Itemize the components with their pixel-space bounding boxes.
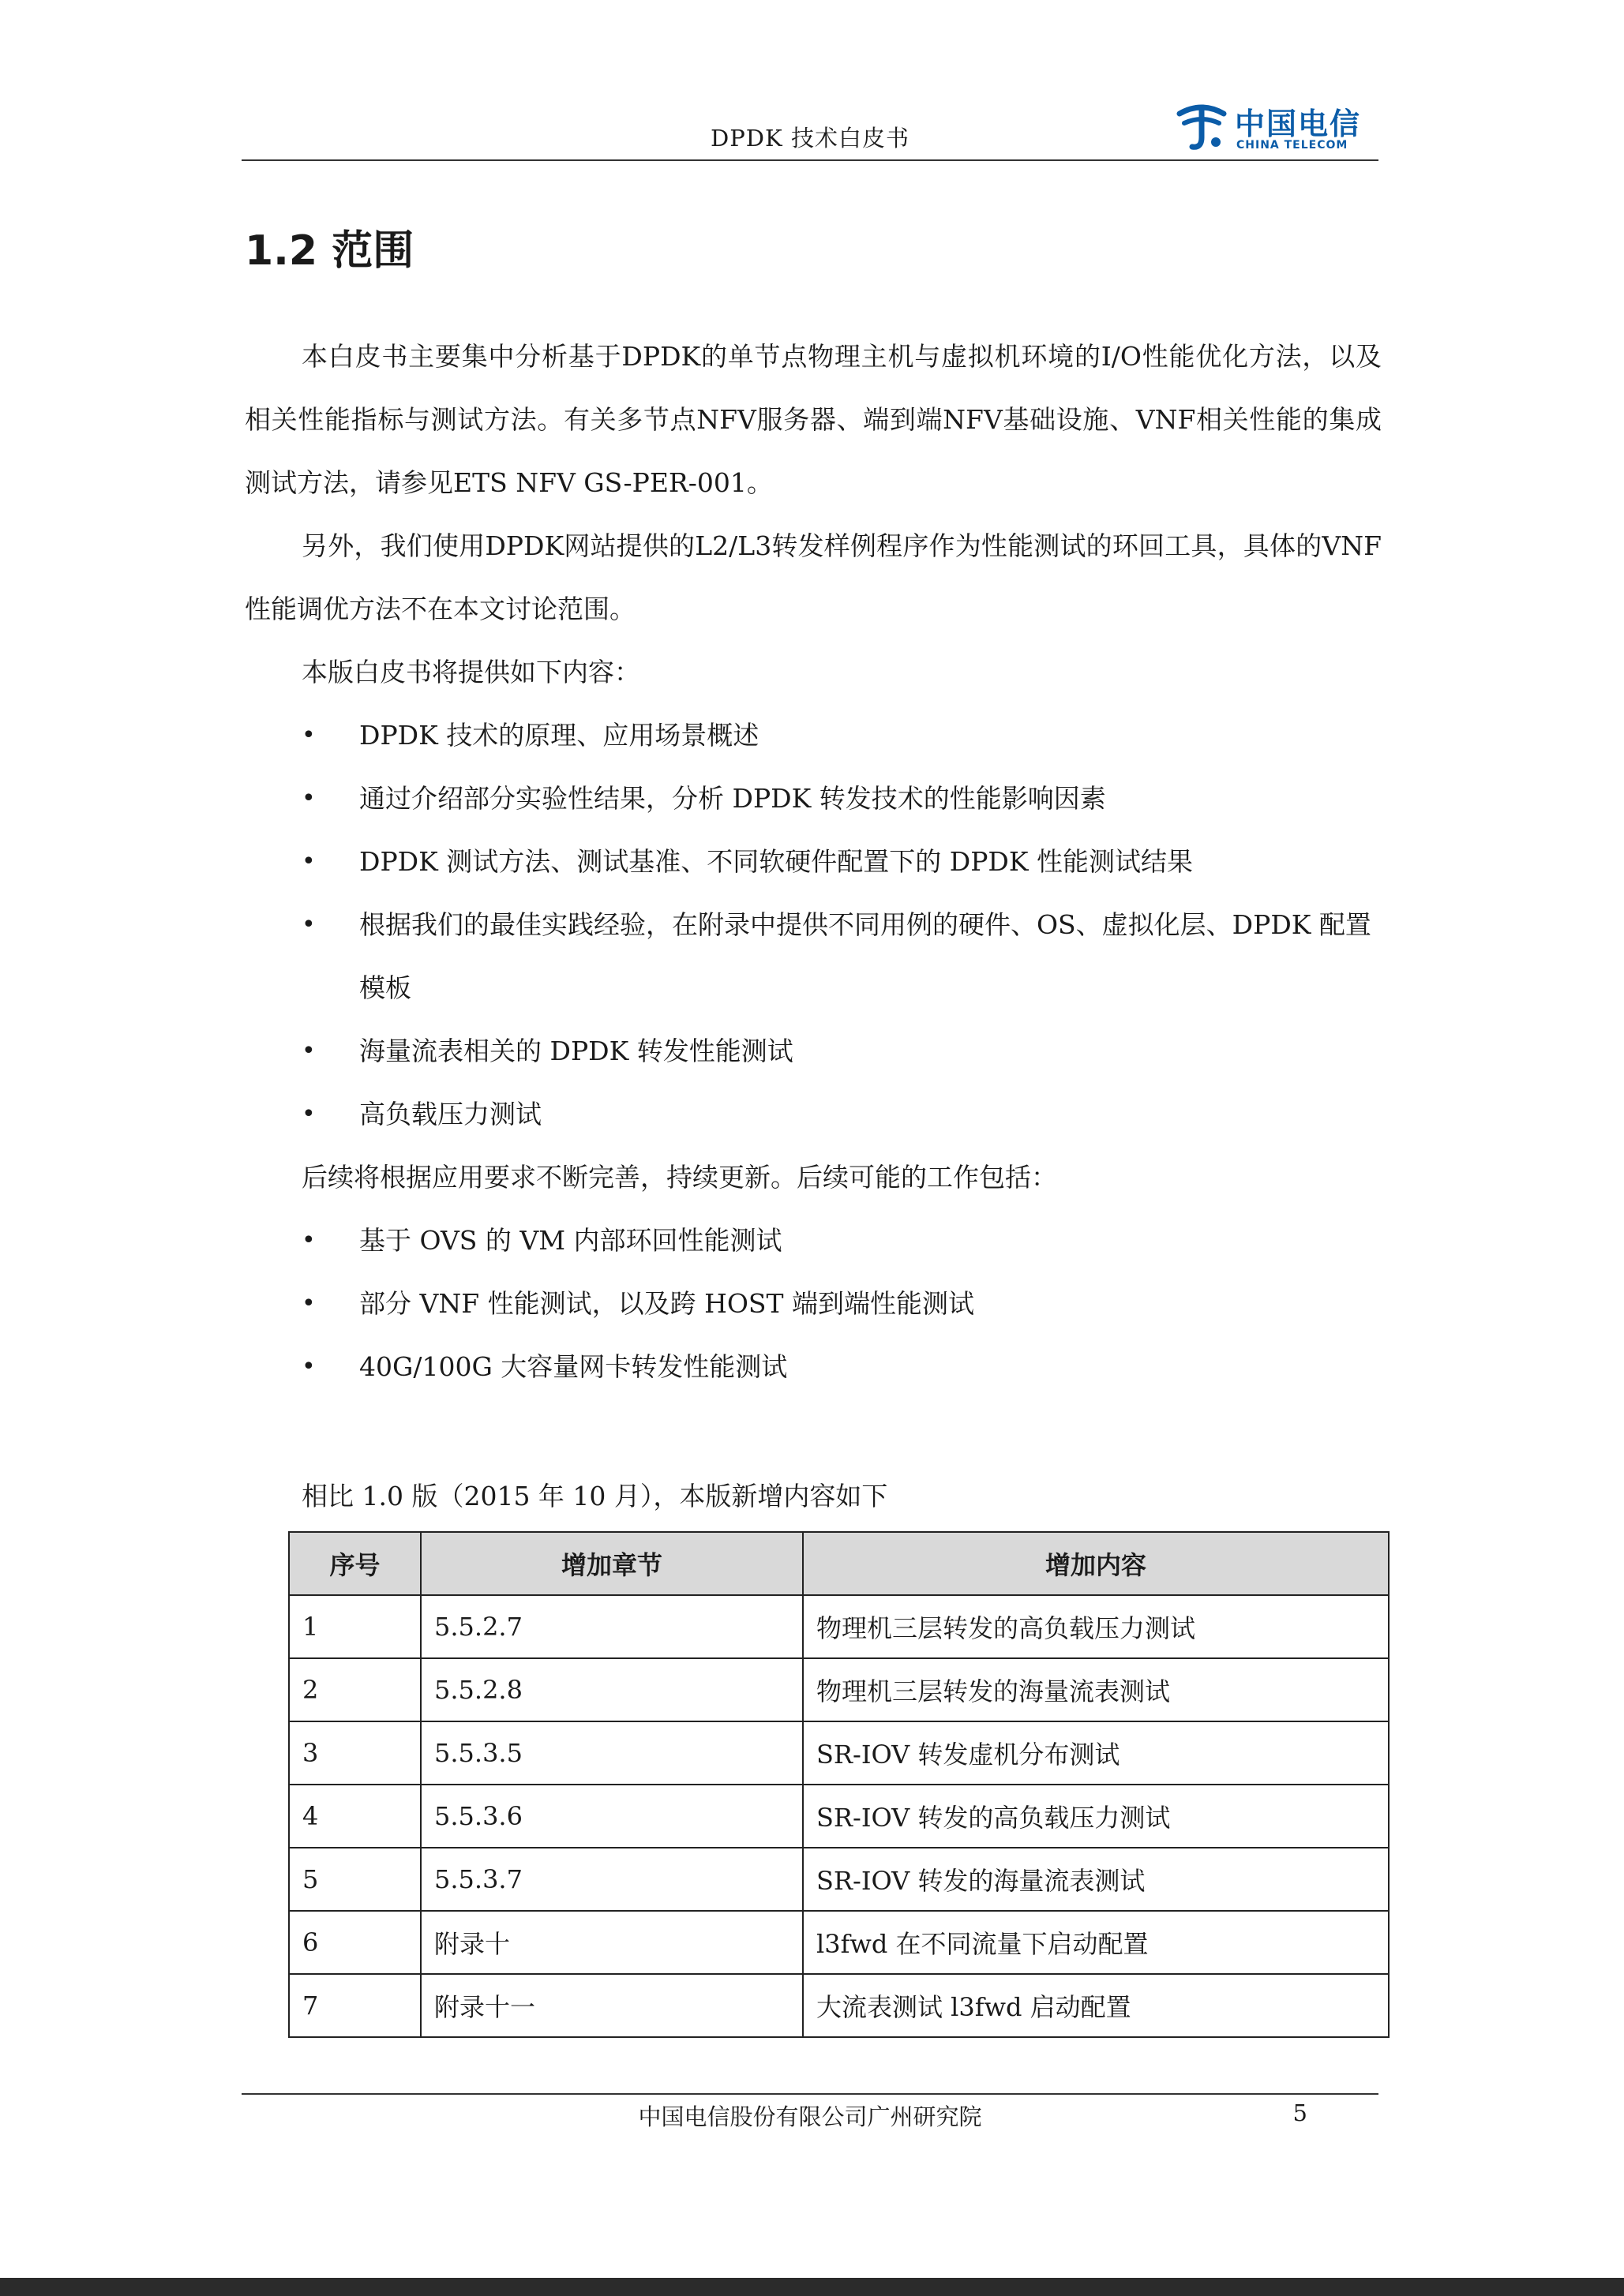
header-cell-number: 序号 — [289, 1532, 421, 1595]
bullet-icon: • — [302, 721, 316, 749]
list-item — [245, 1209, 1382, 1272]
changes-table — [288, 1531, 1390, 2038]
cell-content: SR-IOV 转发的海量流表测试 — [803, 1848, 1389, 1911]
footer-organization: 中国电信股份有限公司广州研究院 — [638, 2103, 982, 2130]
paragraph: 本版白皮书将提供如下内容： — [302, 657, 640, 687]
cell-content: SR-IOV 转发虚机分布测试 — [803, 1721, 1389, 1785]
table-header-row — [289, 1532, 1389, 1595]
current-contents-list — [245, 704, 1382, 1146]
list-item-text: 高负载压力测试 — [359, 1099, 542, 1129]
body-text — [245, 325, 1382, 1399]
cell-number: 1 — [289, 1595, 421, 1658]
future-intro: 后续将根据应用要求不断完善，持续更新。后续可能的工作包括： — [302, 1162, 1057, 1193]
table-row — [289, 1974, 1389, 2037]
list-item-text: 40G/100G 大容量网卡转发性能测试 — [359, 1351, 788, 1382]
cell-number: 6 — [289, 1911, 421, 1974]
future-work-list — [245, 1209, 1382, 1399]
table-row — [289, 1785, 1389, 1848]
bottom-edge-bar — [0, 2278, 1624, 2296]
list-item — [245, 704, 1382, 767]
paragraph: 本白皮书主要集中分析基于DPDK的单节点物理主机与虚拟机环境的I/O性能优化方法，以及相关性能指标与测试方法。有关多节点NFV服务器、端到端NFV基础设施、VNF相关性能的集成测试方法，请参见ETS NFV GS-PER-001。 — [245, 341, 1382, 498]
page-header — [242, 95, 1378, 161]
logo-chinese-text: 中国电信 — [1235, 107, 1362, 141]
bullet-icon: • — [302, 785, 316, 812]
list-item — [245, 1020, 1382, 1083]
cell-number: 2 — [289, 1658, 421, 1721]
cell-number: 4 — [289, 1785, 421, 1848]
table-row — [289, 1721, 1389, 1785]
paragraph: 另外，我们使用DPDK网站提供的L2/L3转发样例程序作为性能测试的环回工具，具体的VNF性能调优方法不在本文讨论范围。 — [245, 530, 1382, 624]
cell-content: l3fwd 在不同流量下启动配置 — [803, 1911, 1389, 1974]
telecom-emblem-icon — [1173, 99, 1230, 153]
list-item-text: DPDK 测试方法、测试基准、不同软硬件配置下的 DPDK 性能测试结果 — [359, 846, 1194, 877]
cell-number: 3 — [289, 1721, 421, 1785]
table-row — [289, 1911, 1389, 1974]
bullet-icon: • — [302, 1290, 316, 1317]
list-item — [245, 893, 1382, 1020]
cell-chapter: 5.5.2.8 — [421, 1658, 803, 1721]
list-item-text: 根据我们的最佳实践经验，在附录中提供不同用例的硬件、OS、虚拟化层、DPDK 配置模板 — [359, 909, 1371, 1003]
bullet-icon: • — [302, 1100, 316, 1128]
list-item — [245, 1335, 1382, 1399]
list-item — [245, 1083, 1382, 1146]
cell-chapter: 5.5.3.6 — [421, 1785, 803, 1848]
list-item — [245, 767, 1382, 830]
cell-number: 5 — [289, 1848, 421, 1911]
bullet-icon: • — [302, 911, 316, 938]
cell-chapter: 5.5.3.7 — [421, 1848, 803, 1911]
page-number: 5 — [1292, 2099, 1307, 2126]
list-item-text: 部分 VNF 性能测试，以及跨 HOST 端到端性能测试 — [359, 1288, 975, 1319]
table-row — [289, 1848, 1389, 1911]
bullet-icon: • — [302, 1227, 316, 1254]
list-item-text: 海量流表相关的 DPDK 转发性能测试 — [359, 1036, 793, 1066]
cell-chapter: 5.5.2.7 — [421, 1595, 803, 1658]
bullet-icon: • — [302, 1037, 316, 1065]
list-item — [245, 830, 1382, 893]
cell-content: 物理机三层转发的高负载压力测试 — [803, 1595, 1389, 1658]
cell-chapter: 5.5.3.5 — [421, 1721, 803, 1785]
list-item — [245, 1272, 1382, 1335]
cell-number: 7 — [289, 1974, 421, 2037]
cell-content: SR-IOV 转发的高负载压力测试 — [803, 1785, 1389, 1848]
list-item-text: 基于 OVS 的 VM 内部环回性能测试 — [359, 1225, 782, 1256]
header-cell-chapter: 增加章节 — [421, 1532, 803, 1595]
china-telecom-logo — [1173, 99, 1363, 153]
header-title: DPDK 技术白皮书 — [711, 125, 910, 152]
logo-english-text: CHINA TELECOM — [1236, 139, 1348, 152]
table-row — [289, 1595, 1389, 1658]
cell-content: 物理机三层转发的海量流表测试 — [803, 1658, 1389, 1721]
bullet-icon: • — [302, 1353, 316, 1380]
header-cell-content: 增加内容 — [803, 1532, 1389, 1595]
table-caption: 相比 1.0 版（2015 年 10 月），本版新增内容如下 — [302, 1481, 888, 1511]
cell-chapter: 附录十 — [421, 1911, 803, 1974]
cell-content: 大流表测试 l3fwd 启动配置 — [803, 1974, 1389, 2037]
table-row — [289, 1658, 1389, 1721]
list-item-text: 通过介绍部分实验性结果，分析 DPDK 转发技术的性能影响因素 — [359, 783, 1106, 814]
list-item-text: DPDK 技术的原理、应用场景概述 — [359, 720, 759, 751]
page-footer — [242, 2093, 1378, 2134]
section-heading: 1.2 范围 — [245, 227, 414, 275]
bullet-icon: • — [302, 848, 316, 875]
cell-chapter: 附录十一 — [421, 1974, 803, 2037]
